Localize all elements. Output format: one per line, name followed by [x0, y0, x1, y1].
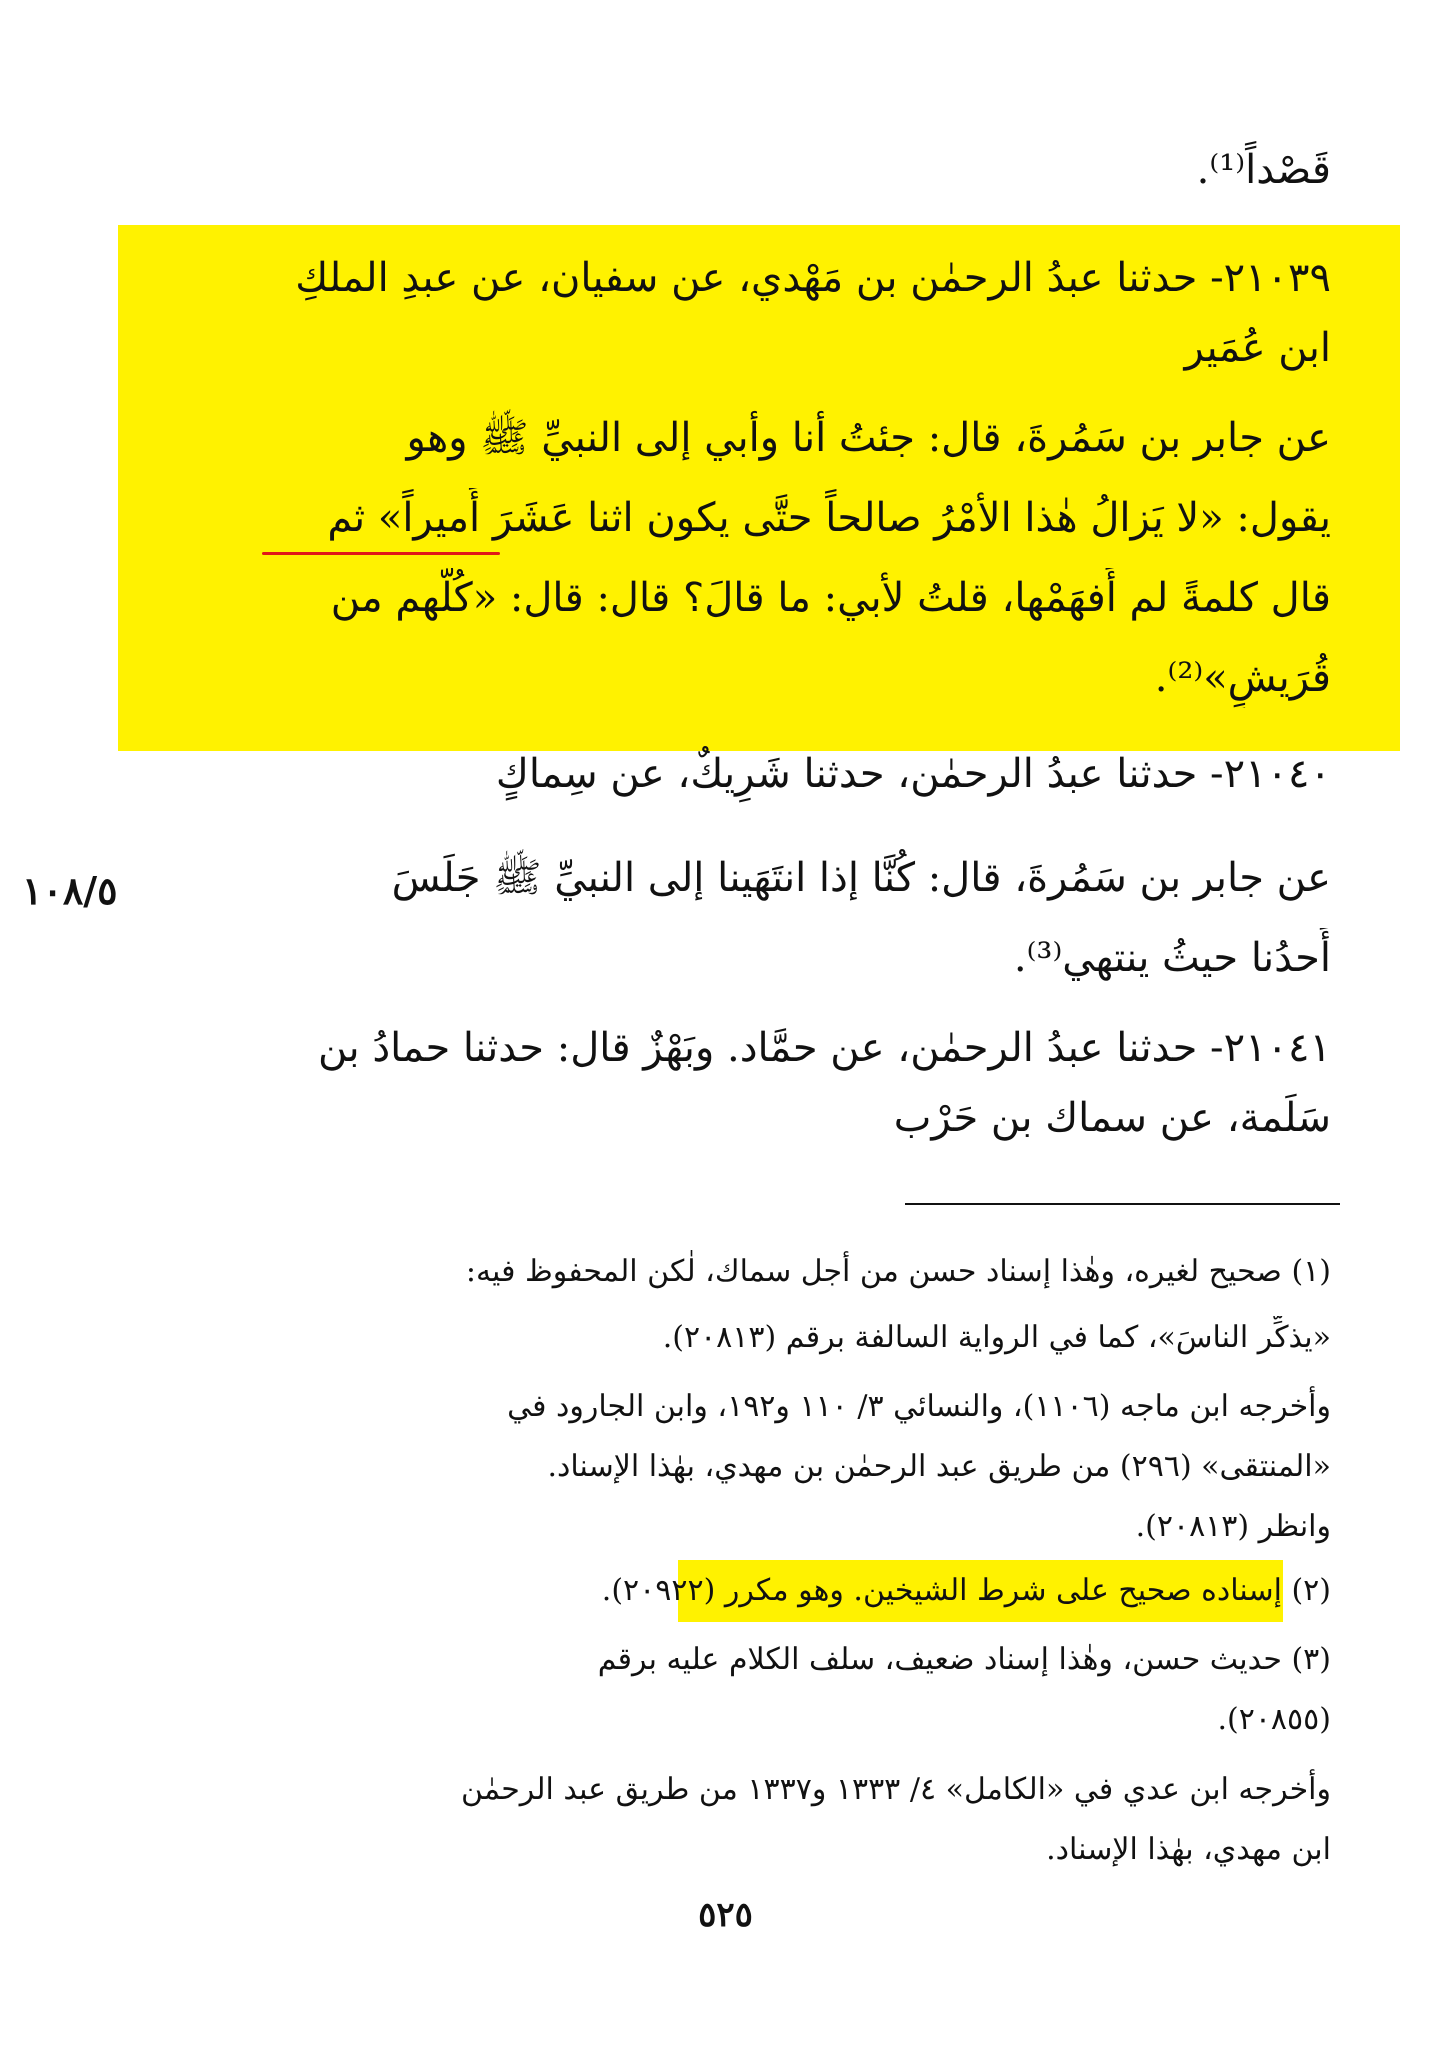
footnote-1-line-5: وانظر (٢٠٨١٣). — [1135, 1509, 1331, 1544]
page-number: ٥٢٥ — [698, 1895, 753, 1935]
hadith-21040-header: ٢١٠٤٠- حدثنا عبدُ الرحمٰن، حدثنا شَرِيكٌ، عن سِماكٍ — [495, 751, 1331, 797]
footnote-1-line-1: (١) صحيح لغيره، وهٰذا إسناد حسن من أجل سماك، لٰكن المحفوظ فيه: — [465, 1254, 1331, 1289]
footnote-1-line-4: «المنتقى» (٢٩٦) من طريق عبد الرحمٰن بن مهدي، بهٰذا الإسناد. — [547, 1449, 1331, 1484]
footnote-3-line-4: ابن مهدي، بهٰذا الإسناد. — [1046, 1832, 1331, 1867]
hadith-21040-text-2: أَحدُنا حيثُ ينتهي⁽³⁾. — [1013, 935, 1331, 981]
margin-reference: ١٠٨/٥ — [22, 868, 118, 913]
hadith-21041-header-cont: سَلَمة، عن سماك بن حَرْب — [893, 1095, 1331, 1141]
hadith-21039-header-cont: ابن عُمَير — [1184, 325, 1331, 371]
text-line-1: قَصْداً⁽¹⁾. — [1196, 147, 1331, 193]
hadith-21041-header: ٢١٠٤١- حدثنا عبدُ الرحمٰن، عن حمَّاد. وبَهْزٌ قال: حدثنا حمادُ بن — [318, 1025, 1331, 1071]
hadith-21039-text-2: يقول: «لا يَزالُ هٰذا الأمْرُ صالحاً حتَّى يكون اثنا عَشَرَ أَميراً» ثم — [327, 495, 1331, 541]
footnote-1-line-3: وأخرجه ابن ماجه (١١٠٦)، والنسائي ٣/ ١١٠ و١٩٢، وابن الجارود في — [507, 1389, 1331, 1424]
hadith-21039-text-4: قُرَيشٍ»⁽²⁾. — [1154, 655, 1331, 701]
footnote-2-line-1: (٢) إسناده صحيح على شرط الشيخين. وهو مكرر (٢٠٩٢٢). — [601, 1573, 1331, 1608]
footnote-3-line-1: (٣) حديث حسن، وهٰذا إسناد ضعيف، سلف الكلام عليه برقم — [597, 1642, 1331, 1677]
footnote-3-line-2: (٢٠٨٥٥). — [1217, 1702, 1331, 1737]
red-underline-mark — [262, 552, 500, 555]
hadith-21039-text-1: عن جابر بن سَمُرةَ، قال: جئتُ أنا وأبي إلى النبيِّ ﷺ وهو — [406, 415, 1331, 461]
footnote-3-line-3: وأخرجه ابن عدي في «الكامل» ٤/ ١٣٣٣ و١٣٣٧ من طريق عبد الرحمٰن — [461, 1772, 1331, 1807]
footnote-separator — [905, 1203, 1340, 1205]
hadith-21039-header: ٢١٠٣٩- حدثنا عبدُ الرحمٰن بن مَهْدي، عن سفيان، عن عبدِ الملكِ — [295, 255, 1331, 301]
hadith-21039-text-3: قال كلمةً لم أَفهَمْها، قلتُ لأبي: ما قالَ؟ قال: قال: «كُلُّهم من — [330, 575, 1331, 621]
hadith-21040-text-1: عن جابر بن سَمُرةَ، قال: كُنَّا إذا انتَهَينا إلى النبيِّ ﷺ جَلَسَ — [391, 855, 1331, 901]
footnote-1-line-2: «يذكِّر الناسَ»، كما في الرواية السالفة برقم (٢٠٨١٣). — [662, 1320, 1331, 1355]
